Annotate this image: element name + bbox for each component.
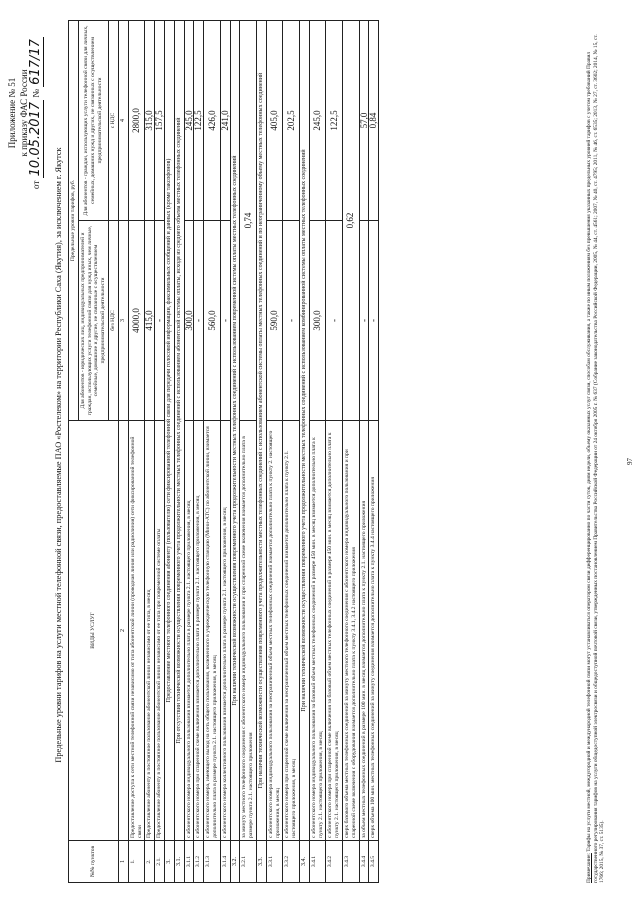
service-description: с абонентского номера при спаренной схеме включения за базовый объем местных телефонных соединений в размере 450 мин. в месяц взимается дополнительно плата к пункту 2.1. настоящего приложения, в месяц (326, 421, 343, 841)
tariff-legal-value: - (326, 221, 343, 421)
header-service-types: ВИДЫ УСЛУГ (69, 421, 119, 841)
tariff-legal-value: - (220, 221, 230, 421)
service-description: Предоставление абоненту в постоянное пользование абонентской линии независимо от ее типа при повременной системе оплаты (155, 421, 165, 841)
column-number: 4 (118, 21, 128, 221)
service-description: с абонентского номера при спаренной схеме включения взимается дополнительно плата в размере пункта 2.1. настоящего приложения, в месяц (194, 421, 204, 841)
footnote-label: Примечание: (586, 853, 592, 883)
row-number: 3.2.1 (240, 841, 257, 883)
row-number: 3. (164, 841, 174, 883)
table-row (194, 21, 204, 883)
table-row (145, 21, 155, 883)
row-number: 3.1. (174, 841, 184, 883)
appendix-number: Приложение № 51 (7, 77, 17, 149)
header-item-number: №№ пунктов (69, 841, 119, 883)
row-number: 3.4.1 (309, 841, 326, 883)
row-number: 2. (145, 841, 155, 883)
tariff-citizen-value: 241,0 (220, 21, 230, 221)
section-heading: При отсутствии технической возможности осуществления повременного учета продолжительности местных телефонных соединений с использованием абонентской системы оплаты, исходя из среднего объема местных телефонных соединений (174, 21, 184, 841)
tariff-legal-value: - (283, 221, 300, 421)
tariff-legal-value: - (369, 221, 379, 421)
handwritten-date: 10.05.2017 (28, 101, 43, 177)
row-number: 3.4. (299, 841, 309, 883)
table-row (155, 21, 165, 883)
row-number: 3.3.2 (283, 841, 300, 883)
table-row (184, 21, 194, 883)
tariff-citizen-value: 122,5 (194, 21, 204, 221)
service-description: сверх базового объема местных телефонных соединений за минуту местного телефонного соединения с абонентского номера индивидуального пользования и при спаренной схеме включения с оборудования взимается дополнительно плата к пункту 3.4.1, 3.4.2 настоящего приложения (342, 421, 359, 841)
tariff-citizen-value: 315,0 (145, 21, 155, 221)
service-description: сверх объема 100 мин. местных телефонных соединений за минуту соединения взимается дополнительно плата к пункту 3.4.4 настоящего приложения (369, 421, 379, 841)
tariff-citizen-value: 245,0 (309, 21, 326, 221)
table-row (220, 21, 230, 883)
service-description: за минуту местного телефонного соединения с абонентского номера индивидуального пользования и при спаренной схеме включения взимается дополнительно плата в размере пункта 2.1. настоящего приложения (240, 421, 257, 841)
column-number: 3 (118, 221, 128, 421)
tariff-table-body (128, 21, 378, 883)
footnote (586, 21, 606, 883)
tariff-legal-value: - (359, 221, 369, 421)
table-section-row (299, 21, 309, 883)
header-with-vat: с НДС (108, 21, 118, 221)
service-description: с абонентского номера при спаренной схеме включения за неограниченный объем местных телефонных соединений взимается дополнительно плата к пункту 2.1. настоящего приложения, в месяц (283, 421, 300, 841)
table-row (342, 21, 359, 883)
tariff-legal-value: - (194, 221, 204, 421)
row-number: 3.3.1 (266, 841, 283, 883)
section-heading: Предоставление местного телефонного соединения абоненту (пользователю) сети фиксированной телефонной связи для передачи голосовой информации, факсимильных сообщений и данных (кроме таксофонов) (164, 21, 174, 841)
document-title: Предельные уровни тарифов на услуги местной телефонной связи, предоставляемые ПАО «Ростелеком» на территории Республики Саха (Якутия), за исключением г. Якутск (54, 147, 63, 763)
tariff-legal-value: 560,0 (204, 221, 221, 421)
table-row (266, 21, 283, 883)
table-section-row (256, 21, 266, 883)
tariff-citizen-value: 122,5 (326, 21, 343, 221)
section-heading: При наличии технической возможности осуществления повременного учета продолжительности местных телефонных соединений с использованием абонентской системы оплаты местных телефонных соединений и по неограниченному объему местных телефонных соединений (256, 21, 266, 841)
page-number: 97 (626, 458, 634, 465)
footnote-text: Тарифы на услуги местной, междугородной и международной телефонной связи могут устанавливаться оператором связи дифференцированно по части суток, дням недели, объему оказанных услуг связи, способам обслуживания, а также по иным положениям без превышения указанных предельных уровней тарифов с учетом требований Правил государственного регулирования тарифов на услуги общедоступной электросвязи и общедоступной почтовой связи, утвержденных постановлением Правительства Российской Федерации от 24 октября 2005 г. № 637 (Собрание законодательства Российской Федерации, 2005, № 44, ст. 4561; 2007, № 40, ст. 4795; 2011, № 46, ст. 6535; 2013, № 27, ст. 3602; 2014, № 15, ст. 1766; 2015, № 37, ст. 5135). (586, 34, 606, 883)
service-description: Предоставление доступа к сети местной телефонной связи независимо от типа абонентской линии (проводная линия или радиолиния) сети фиксированной телефонной связи (128, 421, 145, 841)
table-row (240, 21, 257, 883)
header-tariff-levels: Предельные уровни тарифов, руб. (69, 21, 79, 421)
table-section-row (230, 21, 240, 883)
service-description: за объем местных телефонных соединений в размере 100 мин. в месяц взимается дополнительно плата к пункту 2.1. настоящего приложения (359, 421, 369, 841)
appendix-order-ref: к приказу ФАС России (19, 69, 29, 157)
column-number: 2 (118, 421, 128, 841)
row-number: 3.4.2 (326, 841, 343, 883)
row-number: 3.4.4 (359, 841, 369, 883)
header-legal-entities: Для абонентов - юридических лиц, индивидуальных предпринимателей и граждан, использующих услуги телефонной связи для нужд иных, чем личные, семейные, домашние и другие, не связанные с осуществлением предпринимательской деятельности (78, 221, 108, 421)
tariff-value-merged: 0,74 (240, 21, 257, 421)
tariff-citizen-value: 2800,0 (128, 21, 145, 221)
handwritten-order-number: 617/17 (28, 39, 43, 85)
service-description: с абонентского номера индивидуального пользования взимается дополнительно плата в размере пункта 2.1. настоящего приложения, в месяц (184, 421, 194, 841)
tariff-legal-value: 300,0 (184, 221, 194, 421)
tariff-citizen-value: 157,5 (155, 21, 165, 221)
appendix-date-line (30, 18, 42, 208)
service-description: с абонентского номера индивидуального пользования за базовый объем местных телефонных соединений в размере 450 мин. в месяц взимается дополнительно плата к пункту 2.1. настоящего приложения, в месяц (309, 421, 326, 841)
tariff-legal-value: 590,0 (266, 221, 283, 421)
section-heading: При наличии технической возможности осуществления повременного учета продолжительности местных телефонных соединений с использованием комбинированной системы оплаты местных телефонных соединений (299, 21, 309, 841)
table-row (369, 21, 379, 883)
table-row (309, 21, 326, 883)
appendix-number-label: № (31, 89, 41, 98)
service-description: с абонентского номера коллективного пользования взимается дополнительно плата в размере пункта 2.1. настоящего приложения, в месяц (220, 421, 230, 841)
column-number-row (118, 21, 128, 883)
table-row (359, 21, 369, 883)
tariff-legal-value: 4000,0 (128, 221, 145, 421)
tariff-legal-value: - (155, 221, 165, 421)
tariff-citizen-value: 0,84 (369, 21, 379, 221)
tariff-citizen-value: 426,0 (204, 21, 221, 221)
tariff-legal-value: 415,0 (145, 221, 155, 421)
table-section-row (174, 21, 184, 883)
service-description: Предоставление абоненту в постоянное пользование абонентской линии независимо от ее типа, в месяц (145, 421, 155, 841)
row-number: 3.1.2 (194, 841, 204, 883)
row-number: 1. (128, 841, 145, 883)
tariff-citizen-value: 245,0 (184, 21, 194, 221)
row-number: 2.1. (155, 841, 165, 883)
row-number: 3.4.5 (369, 841, 379, 883)
header-citizens: Для абонентов - граждан, использующих услуги телефонной связи для личных, семейных, домашних нужд и других, не связанных с осуществлением предпринимательской деятельности (78, 21, 108, 221)
tariff-legal-value: 300,0 (309, 221, 326, 421)
table-row (326, 21, 343, 883)
appendix-header (6, 18, 42, 208)
column-number: 1 (118, 841, 128, 883)
header-without-vat: без НДС (108, 221, 118, 421)
appendix-from-label: от (31, 180, 41, 189)
service-description: с абонентского номера, имеющего выход на сеть общего пользования, включенного в учрежденческую телефонную станцию (Мини-АТС) по абонентской линии, взимается дополнительно плата в размере пункта 2.1. настоящего приложения, в месяц (204, 421, 221, 841)
tariff-citizen-value: 405,0 (266, 21, 283, 221)
table-row (128, 21, 145, 883)
row-number: 3.1.3 (204, 841, 221, 883)
tariff-citizen-value: 57,0 (359, 21, 369, 221)
row-number: 3.3. (256, 841, 266, 883)
tariff-value-merged: 0,62 (342, 21, 359, 421)
row-number: 3.2. (230, 841, 240, 883)
table-section-row (164, 21, 174, 883)
tariff-citizen-value: 202,5 (283, 21, 300, 221)
section-heading: При наличии технической возможности осуществления повременного учета продолжительности местных телефонных соединений с использованием повременной системы оплаты местных телефонных соединений (230, 21, 240, 841)
table-row (204, 21, 221, 883)
row-number: 3.1.1 (184, 841, 194, 883)
row-number: 3.4.3 (342, 841, 359, 883)
table-row (283, 21, 300, 883)
service-description: с абонентского номера индивидуального пользования за неограниченный объем местных телефонных соединений взимается дополнительно плата к пункту 2. настоящего приложения, в месяц (266, 421, 283, 841)
tariff-table (68, 20, 379, 883)
row-number: 3.1.4 (220, 841, 230, 883)
